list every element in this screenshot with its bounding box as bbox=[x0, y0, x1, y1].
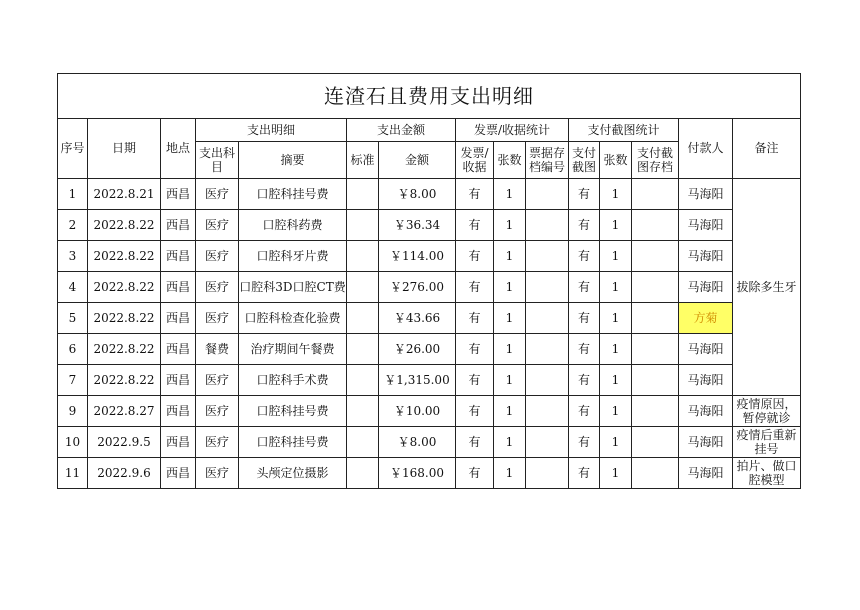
table-row bbox=[58, 365, 801, 396]
cell-category: 医疗 bbox=[196, 396, 239, 427]
header-place: 地点 bbox=[161, 119, 196, 179]
header-amount-group: 支出金额 bbox=[347, 119, 456, 142]
cell-place: 西昌 bbox=[161, 396, 196, 427]
cell-amount: ￥36.34 bbox=[379, 210, 456, 241]
cell-screenshot: 有 bbox=[569, 458, 600, 489]
cell-summary: 口腔科药费 bbox=[239, 210, 347, 241]
cell-screenshot-archive bbox=[632, 179, 679, 210]
cell-summary: 口腔科手术费 bbox=[239, 365, 347, 396]
cell-standard bbox=[347, 241, 379, 272]
cell-screenshot-count: 1 bbox=[600, 272, 632, 303]
cell-standard bbox=[347, 365, 379, 396]
cell-category: 医疗 bbox=[196, 365, 239, 396]
cell-archive bbox=[526, 334, 569, 365]
cell-amount: ￥8.00 bbox=[379, 179, 456, 210]
table-row bbox=[58, 179, 801, 210]
cell-place: 西昌 bbox=[161, 241, 196, 272]
cell-summary: 口腔科3D口腔CT费 bbox=[239, 272, 347, 303]
cell-invoice: 有 bbox=[456, 272, 494, 303]
cell-screenshot-count: 1 bbox=[600, 365, 632, 396]
table-row bbox=[58, 303, 801, 334]
cell-screenshot-count: 1 bbox=[600, 241, 632, 272]
header-receipt-archive: 票据存档编号 bbox=[526, 142, 569, 179]
cell-summary: 头颅定位摄影 bbox=[239, 458, 347, 489]
cell-seq: 10 bbox=[58, 427, 88, 458]
cell-invoice: 有 bbox=[456, 396, 494, 427]
cell-screenshot-archive bbox=[632, 427, 679, 458]
cell-invoice-count: 1 bbox=[494, 334, 526, 365]
cell-date: 2022.9.5 bbox=[88, 427, 161, 458]
header-screenshot-count: 张数 bbox=[600, 142, 632, 179]
cell-category: 医疗 bbox=[196, 210, 239, 241]
cell-invoice: 有 bbox=[456, 241, 494, 272]
cell-summary: 治疗期间午餐费 bbox=[239, 334, 347, 365]
cell-screenshot-count: 1 bbox=[600, 458, 632, 489]
header-payer: 付款人 bbox=[679, 119, 733, 179]
cell-screenshot-count: 1 bbox=[600, 427, 632, 458]
cell-screenshot: 有 bbox=[569, 241, 600, 272]
cell-category: 医疗 bbox=[196, 179, 239, 210]
table-title: 连渣石且费用支出明细 bbox=[58, 74, 801, 119]
cell-screenshot-archive bbox=[632, 303, 679, 334]
cell-seq: 2 bbox=[58, 210, 88, 241]
table-row bbox=[58, 210, 801, 241]
cell-date: 2022.8.22 bbox=[88, 210, 161, 241]
cell-seq: 7 bbox=[58, 365, 88, 396]
cell-amount: ￥10.00 bbox=[379, 396, 456, 427]
cell-category: 医疗 bbox=[196, 303, 239, 334]
cell-screenshot-archive bbox=[632, 210, 679, 241]
cell-standard bbox=[347, 210, 379, 241]
cell-summary: 口腔科挂号费 bbox=[239, 179, 347, 210]
table-row bbox=[58, 272, 801, 303]
cell-place: 西昌 bbox=[161, 458, 196, 489]
table-row bbox=[58, 241, 801, 272]
table-row bbox=[58, 334, 801, 365]
cell-date: 2022.8.22 bbox=[88, 272, 161, 303]
cell-screenshot: 有 bbox=[569, 272, 600, 303]
cell-screenshot: 有 bbox=[569, 427, 600, 458]
header-date: 日期 bbox=[88, 119, 161, 179]
cell-screenshot-archive bbox=[632, 396, 679, 427]
cell-standard bbox=[347, 179, 379, 210]
cell-payer: 马海阳 bbox=[679, 179, 733, 210]
remark-row-9: 疫情原因，暂停就诊 bbox=[733, 396, 801, 427]
cell-archive bbox=[526, 365, 569, 396]
cell-screenshot: 有 bbox=[569, 396, 600, 427]
cell-screenshot-count: 1 bbox=[600, 179, 632, 210]
cell-amount: ￥1,315.00 bbox=[379, 365, 456, 396]
cell-invoice: 有 bbox=[456, 179, 494, 210]
cell-screenshot-archive bbox=[632, 272, 679, 303]
cell-invoice-count: 1 bbox=[494, 427, 526, 458]
cell-amount: ￥43.66 bbox=[379, 303, 456, 334]
cell-screenshot-count: 1 bbox=[600, 334, 632, 365]
cell-payer: 马海阳 bbox=[679, 365, 733, 396]
header-summary: 摘要 bbox=[239, 142, 347, 179]
cell-seq: 1 bbox=[58, 179, 88, 210]
cell-invoice-count: 1 bbox=[494, 210, 526, 241]
remark-row-11: 拍片、做口腔模型 bbox=[733, 458, 801, 489]
cell-category: 医疗 bbox=[196, 241, 239, 272]
remark-group-1-7: 拔除多生牙 bbox=[733, 179, 801, 396]
cell-archive bbox=[526, 303, 569, 334]
cell-place: 西昌 bbox=[161, 303, 196, 334]
cell-invoice: 有 bbox=[456, 365, 494, 396]
cell-invoice-count: 1 bbox=[494, 396, 526, 427]
table-row bbox=[58, 396, 801, 427]
cell-screenshot-count: 1 bbox=[600, 210, 632, 241]
cell-screenshot: 有 bbox=[569, 210, 600, 241]
expense-table bbox=[57, 73, 801, 489]
cell-standard bbox=[347, 334, 379, 365]
cell-screenshot-count: 1 bbox=[600, 303, 632, 334]
cell-place: 西昌 bbox=[161, 179, 196, 210]
cell-seq: 5 bbox=[58, 303, 88, 334]
cell-place: 西昌 bbox=[161, 272, 196, 303]
cell-summary: 口腔科挂号费 bbox=[239, 427, 347, 458]
cell-archive bbox=[526, 458, 569, 489]
table-row bbox=[58, 427, 801, 458]
cell-screenshot-count: 1 bbox=[600, 396, 632, 427]
cell-place: 西昌 bbox=[161, 210, 196, 241]
cell-amount: ￥8.00 bbox=[379, 427, 456, 458]
cell-seq: 4 bbox=[58, 272, 88, 303]
cell-screenshot: 有 bbox=[569, 303, 600, 334]
cell-screenshot-archive bbox=[632, 365, 679, 396]
cell-invoice-count: 1 bbox=[494, 179, 526, 210]
cell-date: 2022.9.6 bbox=[88, 458, 161, 489]
cell-payer: 马海阳 bbox=[679, 458, 733, 489]
cell-archive bbox=[526, 179, 569, 210]
cell-summary: 口腔科挂号费 bbox=[239, 396, 347, 427]
cell-date: 2022.8.22 bbox=[88, 303, 161, 334]
cell-category: 医疗 bbox=[196, 272, 239, 303]
cell-standard bbox=[347, 396, 379, 427]
cell-invoice-count: 1 bbox=[494, 458, 526, 489]
cell-amount: ￥114.00 bbox=[379, 241, 456, 272]
cell-payer: 马海阳 bbox=[679, 396, 733, 427]
cell-seq: 9 bbox=[58, 396, 88, 427]
cell-date: 2022.8.27 bbox=[88, 396, 161, 427]
cell-screenshot: 有 bbox=[569, 365, 600, 396]
cell-amount: ￥26.00 bbox=[379, 334, 456, 365]
cell-place: 西昌 bbox=[161, 427, 196, 458]
header-remark: 备注 bbox=[733, 119, 801, 179]
cell-archive bbox=[526, 210, 569, 241]
header-invoice: 发票/收据 bbox=[456, 142, 494, 179]
header-category: 支出科目 bbox=[196, 142, 239, 179]
header-seq: 序号 bbox=[58, 119, 88, 179]
cell-date: 2022.8.22 bbox=[88, 334, 161, 365]
cell-payer: 马海阳 bbox=[679, 210, 733, 241]
cell-payer: 马海阳 bbox=[679, 241, 733, 272]
cell-invoice: 有 bbox=[456, 303, 494, 334]
cell-payer: 马海阳 bbox=[679, 427, 733, 458]
cell-screenshot-archive bbox=[632, 241, 679, 272]
cell-date: 2022.8.22 bbox=[88, 365, 161, 396]
cell-screenshot-archive bbox=[632, 334, 679, 365]
cell-invoice-count: 1 bbox=[494, 272, 526, 303]
header-screenshot-archive: 支付截图存档 bbox=[632, 142, 679, 179]
cell-place: 西昌 bbox=[161, 334, 196, 365]
cell-category: 医疗 bbox=[196, 427, 239, 458]
cell-date: 2022.8.21 bbox=[88, 179, 161, 210]
cell-date: 2022.8.22 bbox=[88, 241, 161, 272]
cell-seq: 6 bbox=[58, 334, 88, 365]
cell-payer: 马海阳 bbox=[679, 272, 733, 303]
cell-amount: ￥168.00 bbox=[379, 458, 456, 489]
cell-standard bbox=[347, 303, 379, 334]
remark-row-10: 疫情后重新挂号 bbox=[733, 427, 801, 458]
cell-invoice: 有 bbox=[456, 334, 494, 365]
cell-archive bbox=[526, 241, 569, 272]
header-invoice-group: 发票/收据统计 bbox=[456, 119, 569, 142]
cell-invoice-count: 1 bbox=[494, 303, 526, 334]
cell-amount: ￥276.00 bbox=[379, 272, 456, 303]
cell-payer: 马海阳 bbox=[679, 334, 733, 365]
cell-category: 餐费 bbox=[196, 334, 239, 365]
cell-invoice-count: 1 bbox=[494, 241, 526, 272]
cell-archive bbox=[526, 396, 569, 427]
cell-archive bbox=[526, 427, 569, 458]
cell-seq: 11 bbox=[58, 458, 88, 489]
header-detail-group: 支出明细 bbox=[196, 119, 347, 142]
cell-summary: 口腔科牙片费 bbox=[239, 241, 347, 272]
cell-summary: 口腔科检查化验费 bbox=[239, 303, 347, 334]
cell-invoice: 有 bbox=[456, 210, 494, 241]
header-invoice-count: 张数 bbox=[494, 142, 526, 179]
cell-invoice: 有 bbox=[456, 427, 494, 458]
cell-category: 医疗 bbox=[196, 458, 239, 489]
cell-archive bbox=[526, 272, 569, 303]
header-screenshot-group: 支付截图统计 bbox=[569, 119, 679, 142]
cell-screenshot: 有 bbox=[569, 334, 600, 365]
cell-standard bbox=[347, 272, 379, 303]
header-amount: 金额 bbox=[379, 142, 456, 179]
cell-invoice: 有 bbox=[456, 458, 494, 489]
cell-screenshot: 有 bbox=[569, 179, 600, 210]
header-standard: 标准 bbox=[347, 142, 379, 179]
cell-standard bbox=[347, 458, 379, 489]
cell-place: 西昌 bbox=[161, 365, 196, 396]
cell-payer-highlighted: 方菊 bbox=[679, 303, 733, 334]
cell-seq: 3 bbox=[58, 241, 88, 272]
cell-invoice-count: 1 bbox=[494, 365, 526, 396]
header-pay-screenshot: 支付截图 bbox=[569, 142, 600, 179]
cell-standard bbox=[347, 427, 379, 458]
table-row bbox=[58, 458, 801, 489]
cell-screenshot-archive bbox=[632, 458, 679, 489]
